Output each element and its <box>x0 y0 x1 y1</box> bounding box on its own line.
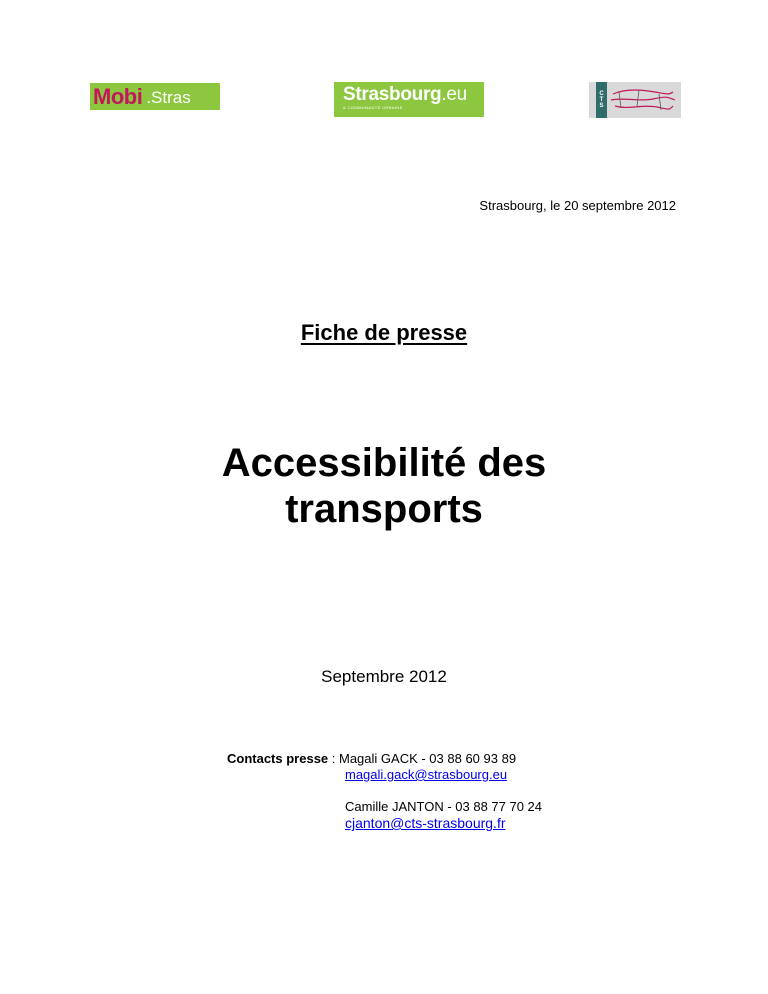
document-heading: Fiche de presse <box>300 320 468 345</box>
document-title <box>0 440 768 532</box>
contacts-spacer <box>227 783 542 799</box>
strasbourg-logo-name: Strasbourg <box>343 84 442 105</box>
cts-logo-letter: C <box>599 91 604 97</box>
press-contact-email-link[interactable]: magali.gack@strasbourg.eu <box>345 767 508 782</box>
strasbourg-logo <box>334 82 484 117</box>
press-contact-email-row <box>227 767 542 783</box>
strasbourg-logo-main <box>343 85 478 105</box>
strasbourg-logo-suffix: .eu <box>441 84 467 105</box>
press-contacts-separator: : <box>328 751 339 766</box>
cts-logo-lines-icon <box>609 86 677 114</box>
press-contacts <box>227 751 542 831</box>
cts-logo <box>589 82 681 118</box>
press-contact-name: Magali GACK - 03 88 60 93 89 <box>339 751 517 766</box>
document-period: Septembre 2012 <box>321 667 447 686</box>
mobistras-logo-mobi: Mobi <box>90 83 145 110</box>
press-contact-line <box>227 751 542 767</box>
press-contact-email-row <box>227 815 542 831</box>
mobistras-logo-stras: .Stras <box>145 83 220 110</box>
cts-logo-letter: S <box>599 103 604 109</box>
document-title-line1: Accessibilité des <box>221 441 547 485</box>
strasbourg-logo-sub: & COMMUNAUTÉ URBAINE <box>343 105 403 110</box>
document-date: Strasbourg, le 20 septembre 2012 <box>479 198 676 213</box>
press-contact-email-link[interactable]: cjanton@cts-strasbourg.fr <box>345 815 506 831</box>
cts-logo-letter: T <box>599 97 604 103</box>
document-title-line2: transports <box>285 487 483 531</box>
press-contacts-label: Contacts presse <box>227 751 329 766</box>
press-contact-name: Camille JANTON - 03 88 77 70 24 <box>345 799 543 814</box>
cts-logo-bar <box>596 82 607 118</box>
mobistras-logo <box>90 83 220 110</box>
press-contact-line <box>227 799 542 815</box>
